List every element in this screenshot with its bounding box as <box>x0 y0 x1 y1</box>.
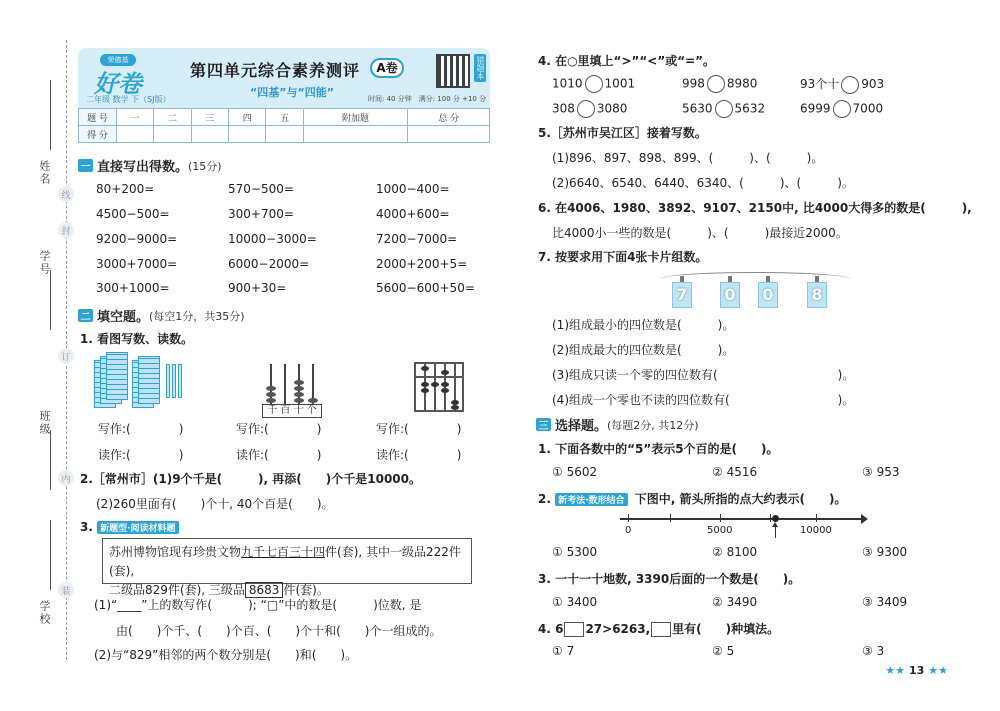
compare-right: 903 <box>861 77 885 91</box>
compare-left: 1010 <box>552 76 583 91</box>
calc-item: 300+1000= <box>96 281 170 295</box>
question-3-label <box>80 520 182 534</box>
score-cell[interactable] <box>117 126 154 143</box>
number-line-tick <box>628 514 629 522</box>
material-line <box>109 543 465 581</box>
abacus-bead <box>441 388 449 393</box>
material-underlined-number: 九千七百三十四 <box>241 545 326 559</box>
abacus-bead <box>421 388 429 393</box>
choice-option[interactable]: ③ 3 <box>862 644 885 658</box>
ten-rod <box>172 364 176 398</box>
name-underline <box>50 80 51 150</box>
compare-item <box>682 75 757 93</box>
calc-item: 9200−9000= <box>96 232 178 246</box>
ten-rod <box>166 364 170 398</box>
compare-item <box>800 75 884 94</box>
counting-abacus-picture <box>262 356 324 418</box>
hundred-block <box>106 352 128 400</box>
question-text: 比4000小一些的数是( )、( )最接近2000。 <box>552 226 848 240</box>
score-header-cell: 五 <box>266 109 303 126</box>
calc-item: 7200−7000= <box>376 232 458 246</box>
question-text: (3)组成只读一个零的四位数有( )。 <box>552 368 855 382</box>
abacus-place-labels: 千 百 十 个 <box>262 404 322 418</box>
new-method-tag: 新考法·数形结合 <box>555 493 627 506</box>
material-boxed-number: 8683 <box>245 582 284 598</box>
score-header-cell: 附加题 <box>303 109 408 126</box>
class-underline <box>50 430 51 490</box>
compare-right: 5632 <box>734 101 766 116</box>
logo-tag: 荣德基 <box>100 54 136 66</box>
question-text: (2)与“829”相邻的两个数分别是( )和( )。 <box>94 648 358 662</box>
question-4-line <box>538 620 779 637</box>
class-field-label: 班级 <box>38 410 51 436</box>
compare-left: 5630 <box>682 101 713 116</box>
calc-item: 1000−400= <box>376 182 450 196</box>
material-text: 苏州博物馆现有珍贵文物 <box>109 545 242 559</box>
question-number: 2. <box>538 492 551 506</box>
abacus-rod <box>284 364 286 404</box>
section-note: (15分) <box>188 159 222 173</box>
question-2-line <box>538 490 846 507</box>
page-number <box>885 664 948 677</box>
place-value-blocks-picture <box>94 352 190 412</box>
test-info: 时间: 40 分钟 满分: 100 分 +10 分 <box>368 95 487 103</box>
number-line-tick <box>720 514 721 522</box>
calc-item: 3000+7000= <box>96 257 178 271</box>
compare-circle[interactable] <box>833 100 851 118</box>
cut-mark: 封 <box>58 222 74 238</box>
read-answer[interactable]: 读作:( ) <box>376 448 462 462</box>
question-text: (2)6640、6540、6440、6340、( )、( )。 <box>552 176 854 190</box>
score-header-cell: 三 <box>191 109 228 126</box>
compare-right: 3080 <box>596 101 628 116</box>
bead-abacus-picture <box>414 362 464 412</box>
score-header-cell: 四 <box>229 109 266 126</box>
calc-item: 6000−2000= <box>228 257 310 271</box>
cut-mark: 线 <box>58 186 74 202</box>
school-field-label: 学校 <box>38 600 51 626</box>
score-header-row <box>79 109 490 126</box>
section-1-heading <box>78 156 222 175</box>
test-header <box>78 48 490 108</box>
question-text: 1. 下面各数中的“5”表示5个百的是( )。 <box>538 442 779 456</box>
score-cell[interactable] <box>154 126 191 143</box>
compare-circle[interactable] <box>841 76 859 94</box>
compare-left: 308 <box>552 101 575 116</box>
number-line-label: 5000 <box>707 525 733 536</box>
section-title: 选择题。 <box>555 419 608 434</box>
compare-left: 6999 <box>800 101 831 116</box>
score-header-cell: 总 分 <box>408 109 490 126</box>
id-underline <box>50 270 51 330</box>
abacus-bead <box>294 380 304 385</box>
question-text: (2)组成最大的四位数是( )。 <box>552 343 735 357</box>
compare-right: 8980 <box>726 76 758 91</box>
qr-code-icon[interactable] <box>436 54 470 88</box>
test-title: 第四单元综合素养测评 <box>190 61 361 80</box>
blank-box[interactable] <box>651 622 671 637</box>
choice-option[interactable]: ① 7 <box>552 644 575 658</box>
hundred-block <box>138 356 160 404</box>
section-note: (每空1分，共35分) <box>149 309 245 323</box>
number-line-tick <box>670 514 671 522</box>
calc-item: 5600−600+50= <box>376 281 475 295</box>
score-cell[interactable] <box>191 126 228 143</box>
choice-option[interactable]: ② 5 <box>712 644 735 658</box>
number-line-label: 0 <box>625 525 632 536</box>
abacus-bead <box>451 405 459 410</box>
star-icon: ★★ <box>928 664 948 677</box>
score-cell[interactable] <box>266 126 303 143</box>
compare-item <box>682 100 765 118</box>
ten-rod <box>178 364 182 398</box>
choice-option[interactable]: ① 3400 <box>552 595 598 609</box>
choice-option[interactable]: ③ 953 <box>862 465 900 479</box>
question-text: 下图中, 箭头所指的点大约表示( )。 <box>634 492 847 506</box>
material-text: 件(套)。 <box>283 583 329 597</box>
score-row-label: 得 分 <box>79 126 117 143</box>
number-card: 0 <box>720 282 740 308</box>
calc-item: 300+700= <box>228 207 294 221</box>
section-number: 一 <box>78 159 93 172</box>
abacus-bead <box>294 392 304 397</box>
question-text: 4. 6 <box>538 622 564 636</box>
question-text: (1)组成最小的四位数是( )。 <box>552 318 735 332</box>
question-text: 4. 在○里填上“>”“<”或“=”。 <box>538 54 716 68</box>
compare-item <box>552 100 627 118</box>
section-note: (每题2分, 共12分) <box>607 418 699 432</box>
compare-right: 1001 <box>604 76 636 91</box>
calc-item: 2000+200+5= <box>376 257 468 271</box>
pointer-arrow-icon <box>775 524 776 538</box>
section-number: 二 <box>78 309 93 322</box>
abacus-bead <box>294 398 304 403</box>
reading-material-box <box>102 538 472 597</box>
number-line-tick <box>816 514 817 522</box>
number-line-label: 10000 <box>800 525 832 536</box>
qr-label: 错题本 <box>476 56 485 80</box>
blank-box[interactable] <box>564 622 584 637</box>
choice-option[interactable]: ① 5300 <box>552 545 598 559</box>
question-text: 2.［常州市］(1)9个千是( ), 再添( )个千是10000。 <box>80 472 421 486</box>
number-card: 8 <box>807 282 827 308</box>
abacus-bead <box>421 382 429 387</box>
compare-circle[interactable] <box>577 100 595 118</box>
question-text: 7. 按要求用下面4张卡片组数。 <box>538 250 708 264</box>
material-text: 件(套), 其中一级品222件(套), <box>109 545 461 578</box>
question-text: 6. 在4006、1980、3892、9107、2150中, 比4000大得多的数是( ), <box>538 201 972 215</box>
grade-label: 二年级 数学 下（SJ版） <box>86 95 171 104</box>
number-line-point <box>772 515 779 522</box>
compare-circle[interactable] <box>585 75 603 93</box>
question-text: (1)896、897、898、899、( )、( )。 <box>552 151 824 165</box>
section-3-heading <box>536 415 699 434</box>
choice-option[interactable]: ① 5602 <box>552 465 598 479</box>
abacus-bead <box>441 382 449 387</box>
score-table <box>78 108 490 143</box>
abacus-bead <box>441 370 449 375</box>
compare-item <box>800 100 883 118</box>
section-2-heading <box>78 306 245 325</box>
version-badge: A卷 <box>370 58 404 78</box>
write-answer[interactable]: 写作:( ) <box>98 422 184 436</box>
question-text: 5.［苏州市吴江区］接着写数。 <box>538 126 707 140</box>
page-number-value: 13 <box>908 664 925 677</box>
calc-item: 4500−500= <box>96 207 170 221</box>
abacus-rod <box>434 364 436 410</box>
binding-margin <box>0 0 78 711</box>
abacus-bead <box>421 366 429 371</box>
number-line-arrow <box>861 514 868 524</box>
choice-option[interactable]: ② 4516 <box>712 465 758 479</box>
compare-item <box>552 75 635 93</box>
read-answer[interactable]: 读作:( ) <box>236 448 322 462</box>
choice-option[interactable]: ③ 3409 <box>862 595 908 609</box>
score-row <box>79 126 490 143</box>
abacus-bead <box>294 386 304 391</box>
score-cell[interactable] <box>229 126 266 143</box>
calc-item: 10000−3000= <box>228 232 317 246</box>
question-text: (4)组成一个零也不读的四位数有( )。 <box>552 393 855 407</box>
number-card: 0 <box>758 282 778 308</box>
question-text: 1. 看图写数、读数。 <box>80 332 194 346</box>
score-cell[interactable] <box>303 126 408 143</box>
school-underline <box>50 520 51 590</box>
choice-option[interactable]: ② 3490 <box>712 595 758 609</box>
number-card: 7 <box>672 282 692 308</box>
calc-item: 80+200= <box>96 182 155 196</box>
section-title: 直接写出得数。 <box>97 160 189 175</box>
abacus-bead <box>431 382 439 387</box>
question-text: 由( )个千、( )个百、( )个十和( )个一组成的。 <box>116 624 442 638</box>
star-icon: ★★ <box>885 664 905 677</box>
section-title: 填空题。 <box>97 310 150 325</box>
compare-left: 93个十 <box>800 77 840 91</box>
material-text: 二级品829件(套), 三级品 <box>109 583 245 597</box>
question-text: 27>6263, <box>585 622 651 636</box>
compare-circle[interactable] <box>707 75 725 93</box>
calc-item: 4000+600= <box>376 207 450 221</box>
score-header-cell: 一 <box>117 109 154 126</box>
number-line-tick <box>770 514 771 522</box>
compare-circle[interactable] <box>715 100 733 118</box>
question-text: (2)260里面有( )个十, 40个百是( )。 <box>96 497 334 511</box>
choice-option[interactable]: ③ 9300 <box>862 545 908 559</box>
number-line <box>620 518 862 520</box>
compare-right: 7000 <box>852 101 884 116</box>
new-question-tag: 新题型·阅读材料题 <box>97 521 178 534</box>
abacus-bead <box>266 386 276 391</box>
test-subtitle: “四基”与“四能” <box>250 86 334 99</box>
logo-mark: 好卷 <box>94 70 142 98</box>
question-number: 3. <box>80 520 93 534</box>
abacus-bead <box>266 392 276 397</box>
brand-logo <box>86 54 171 106</box>
write-answer[interactable]: 写作:( ) <box>236 422 322 436</box>
cut-mark: 订 <box>58 348 74 364</box>
score-header-cell: 二 <box>154 109 191 126</box>
name-field-label: 姓名 <box>38 160 51 186</box>
question-text: 里有( )种填法。 <box>672 622 780 636</box>
calc-item: 900+30= <box>228 281 287 295</box>
cut-mark: 装 <box>58 582 74 598</box>
section-number: 三 <box>536 418 551 431</box>
id-field-label: 学号 <box>38 250 51 276</box>
choice-option[interactable]: ② 8100 <box>712 545 758 559</box>
abacus-bead <box>266 398 276 403</box>
question-text: (1)“____”上的数写作( ); “□”中的数是( )位数, 是 <box>94 598 422 612</box>
question-text: 3. 一十一十地数, 3390后面的一个数是( )。 <box>538 572 801 586</box>
calc-item: 570−500= <box>228 182 294 196</box>
cut-mark: 内 <box>58 470 74 486</box>
abacus-bead <box>308 398 318 403</box>
read-answer[interactable]: 读作:( ) <box>98 448 184 462</box>
score-cell[interactable] <box>408 126 490 143</box>
compare-left: 998 <box>682 76 705 91</box>
write-answer[interactable]: 写作:( ) <box>376 422 462 436</box>
score-header-cell: 题 号 <box>79 109 117 126</box>
